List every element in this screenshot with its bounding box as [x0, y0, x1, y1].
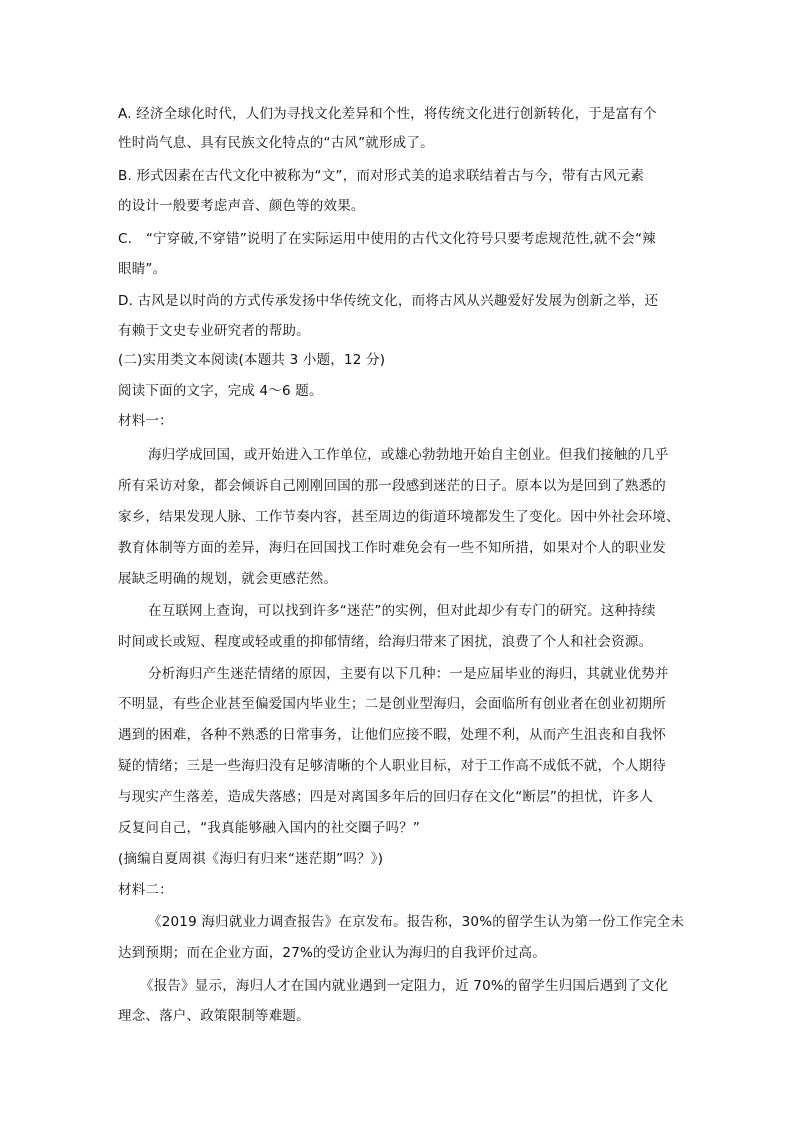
paragraph-line: 分析海归产生迷茫情绪的原因，主要有以下几种：一是应届毕业的海归，其就业优势并: [148, 666, 669, 682]
paragraph-line: 时间或长或短、程度或轻或重的抑郁情绪，给海归带来了困扰，浪费了个人和社会资源。: [118, 634, 653, 650]
option-a-line-2: 性时尚气息、具有民族文化特点的“古风”就形成了。: [118, 135, 434, 151]
paragraph-line: 反复问自己，“我真能够融入国内的社交圈子吗？”: [118, 820, 421, 836]
paragraph-line: 理念、落户、政策限制等难题。: [118, 1008, 310, 1024]
source-citation: (摘编自夏周祺《海归有归来“迷茫期”吗？》): [118, 851, 384, 867]
paragraph-line: 所有采访对象，都会倾诉自己刚刚回国的那一段感到迷茫的日子。原本以为是回到了熟悉的: [118, 478, 666, 494]
paragraph-line: 不明显，有些企业甚至偏爱国内毕业生；二是创业型海归，会面临所有创业者在创业初期所: [118, 696, 666, 712]
paragraph-line: 与现实产生落差，造成失落感；四是对离国多年后的回归存在文化“断层”的担忧，许多人: [118, 789, 653, 805]
paragraph-line: 《2019 海归就业力调查报告》在京发布。报告称，30%的留学生认为第一份工作完全未: [148, 914, 685, 930]
paragraph-line: 在互联网上查询，可以找到许多“迷茫”的实例，但对此却少有专门的研究。这种持续: [148, 603, 656, 619]
paragraph-line: 达到预期；而在企业方面，27%的受访企业认为海归的自我评价过高。: [118, 945, 546, 961]
paragraph-line: 遇到的困难，各种不熟悉的日常事务，让他们应接不暇，处理不利，从而产生沮丧和自我怀: [118, 727, 666, 743]
paragraph-line: 海归学成回国，或开始进入工作单位，或雄心勃勃地开始自主创业。但我们接触的几乎: [148, 447, 669, 463]
material-one-label: 材料一：: [118, 413, 173, 429]
option-b-line-2: 的设计一般要考虑声音、颜色等的效果。: [118, 198, 365, 214]
paragraph-line: 展缺乏明确的规划，就会更感茫然。: [118, 571, 338, 587]
option-c-line-2: 眼睛”。: [118, 261, 167, 277]
material-two-label: 材料二：: [118, 882, 173, 898]
option-a-line-1: A. 经济全球化时代，人们为寻找文化差异和个性，将传统文化进行创新转化，于是富有个: [118, 106, 657, 122]
option-c-line-1: C. “宁穿破,不穿错”说明了在实际运用中使用的古代文化符号只要考虑规范性,就不会“辣: [118, 231, 656, 247]
option-d-line-2: 有赖于文史专业研究者的帮助。: [118, 323, 310, 339]
section-heading: (二)实用类文本阅读(本题共 3 小题，12 分): [118, 352, 386, 368]
paragraph-line: 教育体制等方面的差异，海归在回国找工作时难免会有一些不知所措，如果对个人的职业发: [118, 540, 666, 556]
instruction-text: 阅读下面的文字，完成 4～6 题。: [118, 383, 323, 399]
paragraph-line: 家乡，结果发现人脉、工作节奏内容，甚至周边的街道环境都发生了变化。因中外社会环境、: [118, 509, 680, 525]
option-b-line-1: B. 形式因素在古代文化中被称为“文”，而对形式美的追求联结着古与今，带有古风元素: [118, 168, 645, 184]
option-d-line-1: D. 古风是以时尚的方式传承发扬中华传统文化，而将古风从兴趣爱好发展为创新之举，还: [118, 293, 659, 309]
paragraph-line: 疑的情绪；三是一些海归没有足够清晰的个人职业目标，对于工作高不成低不就，个人期待: [118, 758, 666, 774]
paragraph-line: 《报告》显示，海归人才在国内就业遇到一定阻力，近 70%的留学生归国后遇到了文化: [140, 978, 669, 994]
